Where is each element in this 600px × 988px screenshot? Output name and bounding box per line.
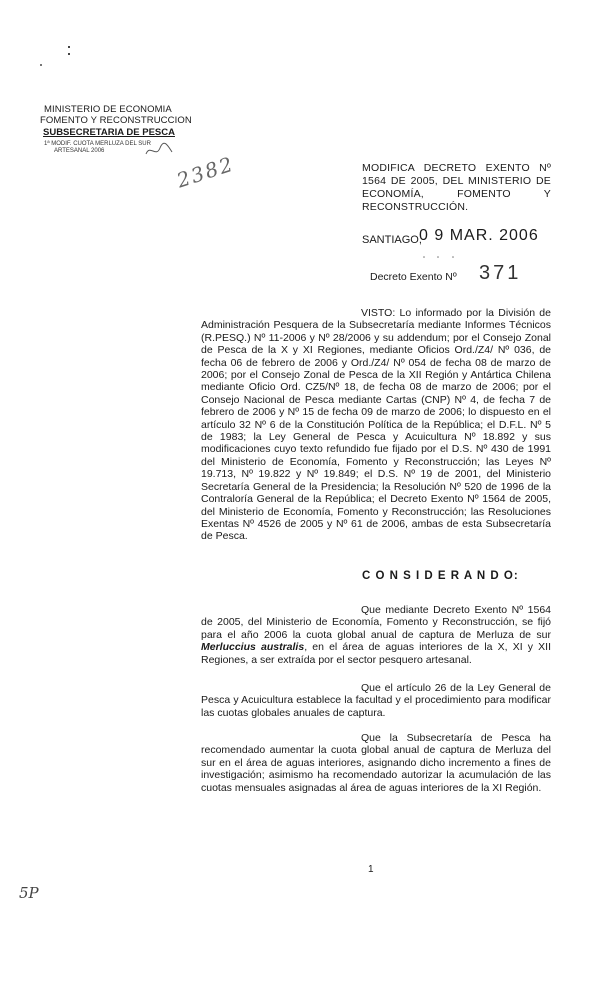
- decree-label: Decreto Exento Nº: [370, 271, 457, 283]
- stamp-line: 1ª MODIF. CUOTA MERLUZA DEL SUR: [44, 141, 151, 147]
- species-name: Merluccius australis: [201, 641, 305, 654]
- paragraph-text: , en el área de aguas interiores de la X, XI y XII Regiones, a ser extraída por el sector pesquero artesanal.: [201, 641, 552, 666]
- considerando-paragraph-3: Que la Subsecretaría de Pesca ha recomendado aumentar la cuota global anual de captura de Merluza del sur en el área de aguas interiores, asignando dicho incremento a fines de investigación; asimismo ha recomendado autorizar la acumulación de las cuotas mensuales asignadas al área de aguas interiores de la XI Región.: [201, 732, 551, 794]
- page-number: 1: [368, 864, 374, 875]
- scan-mark: [40, 64, 42, 66]
- considerando-paragraph-1: [201, 604, 551, 666]
- date-place: SANTIAGO,: [362, 234, 422, 246]
- considerando-paragraph-2: Que el artículo 26 de la Ley General de Pesca y Acuicultura establece la facultad y el procedimiento para modificar las cuotas globales anuales de captura.: [201, 682, 551, 719]
- ministry-subname: FOMENTO Y RECONSTRUCCION: [40, 115, 192, 126]
- scan-mark: [68, 46, 70, 48]
- handwritten-number: 2382: [173, 151, 238, 193]
- handwritten-scribble: [144, 140, 174, 160]
- stamp-line: ARTESANAL 2006: [54, 148, 105, 154]
- decree-number: 371: [479, 262, 522, 284]
- paragraph-text: Que mediante Decreto Exento Nº 1564 de 2005, del Ministerio de Economía, Fomento y Reconstrucción, se fijó para el año 2006 la cuota global anual de captura de Merluza de sur: [201, 604, 551, 641]
- visto-paragraph: VISTO: Lo informado por la División de Administración Pesquera de la Subsecretaría mediante Informes Técnicos (R.PESQ.) Nº 11-2006 y Nº 28/2006 y su addendum; por el Consejo Zonal de Pesca de la X y XI Regiones, mediante Oficios Ord./Z4/ Nº 036, de fecha 06 de febrero de 2006 y Ord./Z4/ Nº 054 de fecha 08 de marzo de 2006; por el Consejo Zonal de Pesca de la XII Región y Antártica Chilena mediante Oficio Ord. CZ5/Nº 18, de fecha 08 de marzo de 2006; por el Consejo Nacional de Pesca mediante Cartas (CNP) Nº 4, de fecha 7 de febrero de 2006 y Nº 15 de fecha 09 de marzo de 2006; lo dispuesto en el artículo 32 Nº 6 de la Constitución Política de la República; el D.F.L. Nº 5 de 1983; la Ley General de Pesca y Acuicultura Nº 18.892 y sus modificaciones cuyo texto refundido fue fijado por el D.S. Nº 430 de 1991 del Ministerio de Economía, Fomento y Reconstrucción; las Leyes Nº 19.713, Nº 19.822 y Nº 19.849; el D.S. Nº 19 de 2001, del Ministerio Secretaría General de la Presidencia; la Resolución Nº 520 de 1996 de la Contraloría General de la República; el Decreto Exento Nº 1564 de 2005, del Ministerio de Economía, Fomento y Reconstrucción; las Resoluciones Exentas Nº 4526 de 2005 y Nº 61 de 2006, ambas de esta Subsecretaría de Pesca.: [201, 307, 551, 543]
- date-stamp: 0 9 MAR. 2006: [419, 227, 539, 244]
- document-title: MODIFICA DECRETO EXENTO Nº 1564 DE 2005, DEL MINISTERIO DE ECONOMÍA, FOMENTO Y RECONSTRUCCIÓN.: [362, 162, 551, 213]
- date-dots: [418, 254, 478, 260]
- considerando-heading: C O N S I D E R A N D O:: [362, 570, 519, 582]
- ministry-name: MINISTERIO DE ECONOMIA: [44, 104, 172, 115]
- scan-mark: [68, 53, 70, 55]
- margin-note: 5P: [19, 884, 39, 902]
- subsecretaria-name: SUBSECRETARIA DE PESCA: [43, 127, 175, 138]
